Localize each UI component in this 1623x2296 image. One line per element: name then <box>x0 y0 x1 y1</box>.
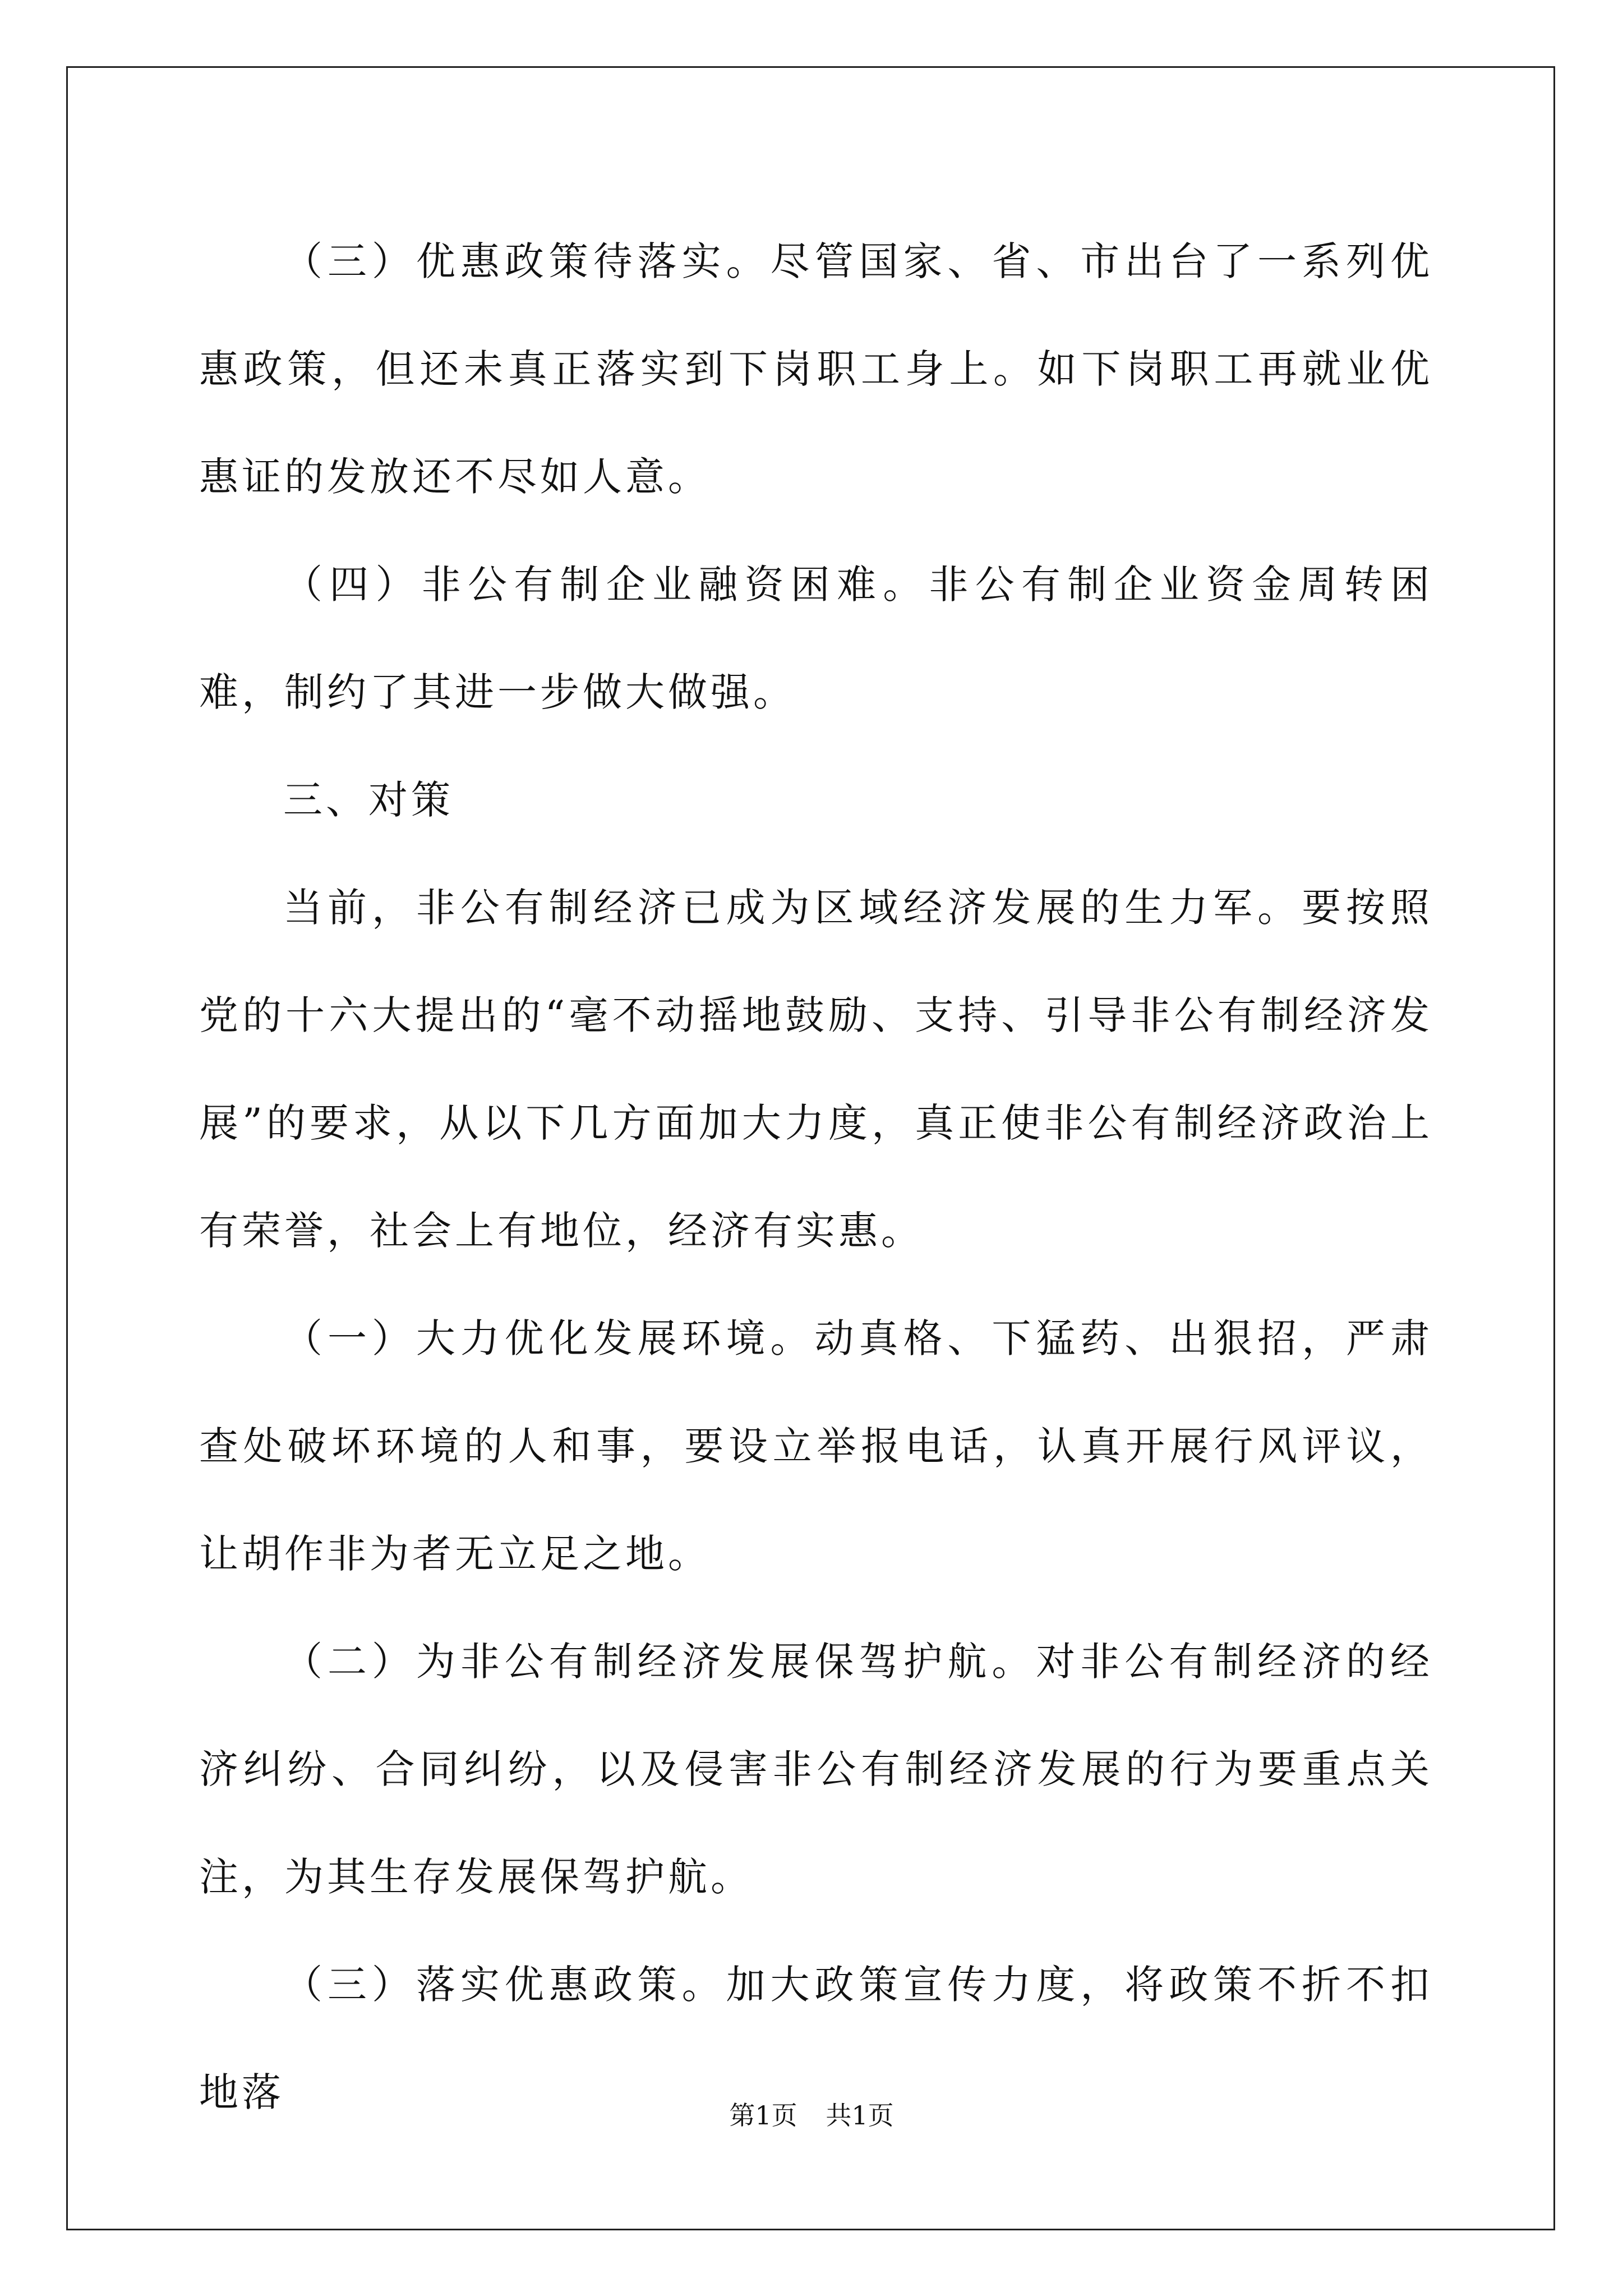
paragraph-current-situation: 当前，非公有制经济已成为区域经济发展的生力军。要按照党的十六大提出的“毫不动摇地鼓励、支持、引导非公有制经济发展”的要求，从以下几方面加大力度，真正使非公有制经济政治上有荣誉，社会上有地位，经济有实惠。 <box>199 885 1433 1254</box>
paragraph-implement-policy: （三）落实优惠政策。加大政策宣传力度，将政策不折不扣地落 <box>199 1962 1433 2115</box>
section-heading-countermeasures: 三、对策 <box>283 777 454 823</box>
page-footer <box>0 2095 1623 2132</box>
document-body <box>199 208 1433 2146</box>
page-number-total: 共1页 <box>826 2100 894 2131</box>
paragraph-preferential-policy: （三）优惠政策待落实。尽管国家、省、市出台了一系列优惠政策，但还未真正落实到下岗职工身上。如下岗职工再就业优惠证的发放还不尽如人意。 <box>199 238 1433 500</box>
paragraph-optimize-environment: （一）大力优化发展环境。动真格、下猛药、出狠招，严肃查处破坏环境的人和事，要设立举报电话，认真开展行风评议，让胡作非为者无立足之地。 <box>199 1315 1433 1577</box>
paragraph-protect-development: （二）为非公有制经济发展保驾护航。对非公有制经济的经济纠纷、合同纠纷，以及侵害非公有制经济发展的行为要重点关注，为其生存发展保驾护航。 <box>199 1639 1433 1900</box>
paragraph-financing-difficulty: （四）非公有制企业融资困难。非公有制企业资金周转困难，制约了其进一步做大做强。 <box>199 562 1433 715</box>
page-number-current: 第1页 <box>729 2100 797 2131</box>
